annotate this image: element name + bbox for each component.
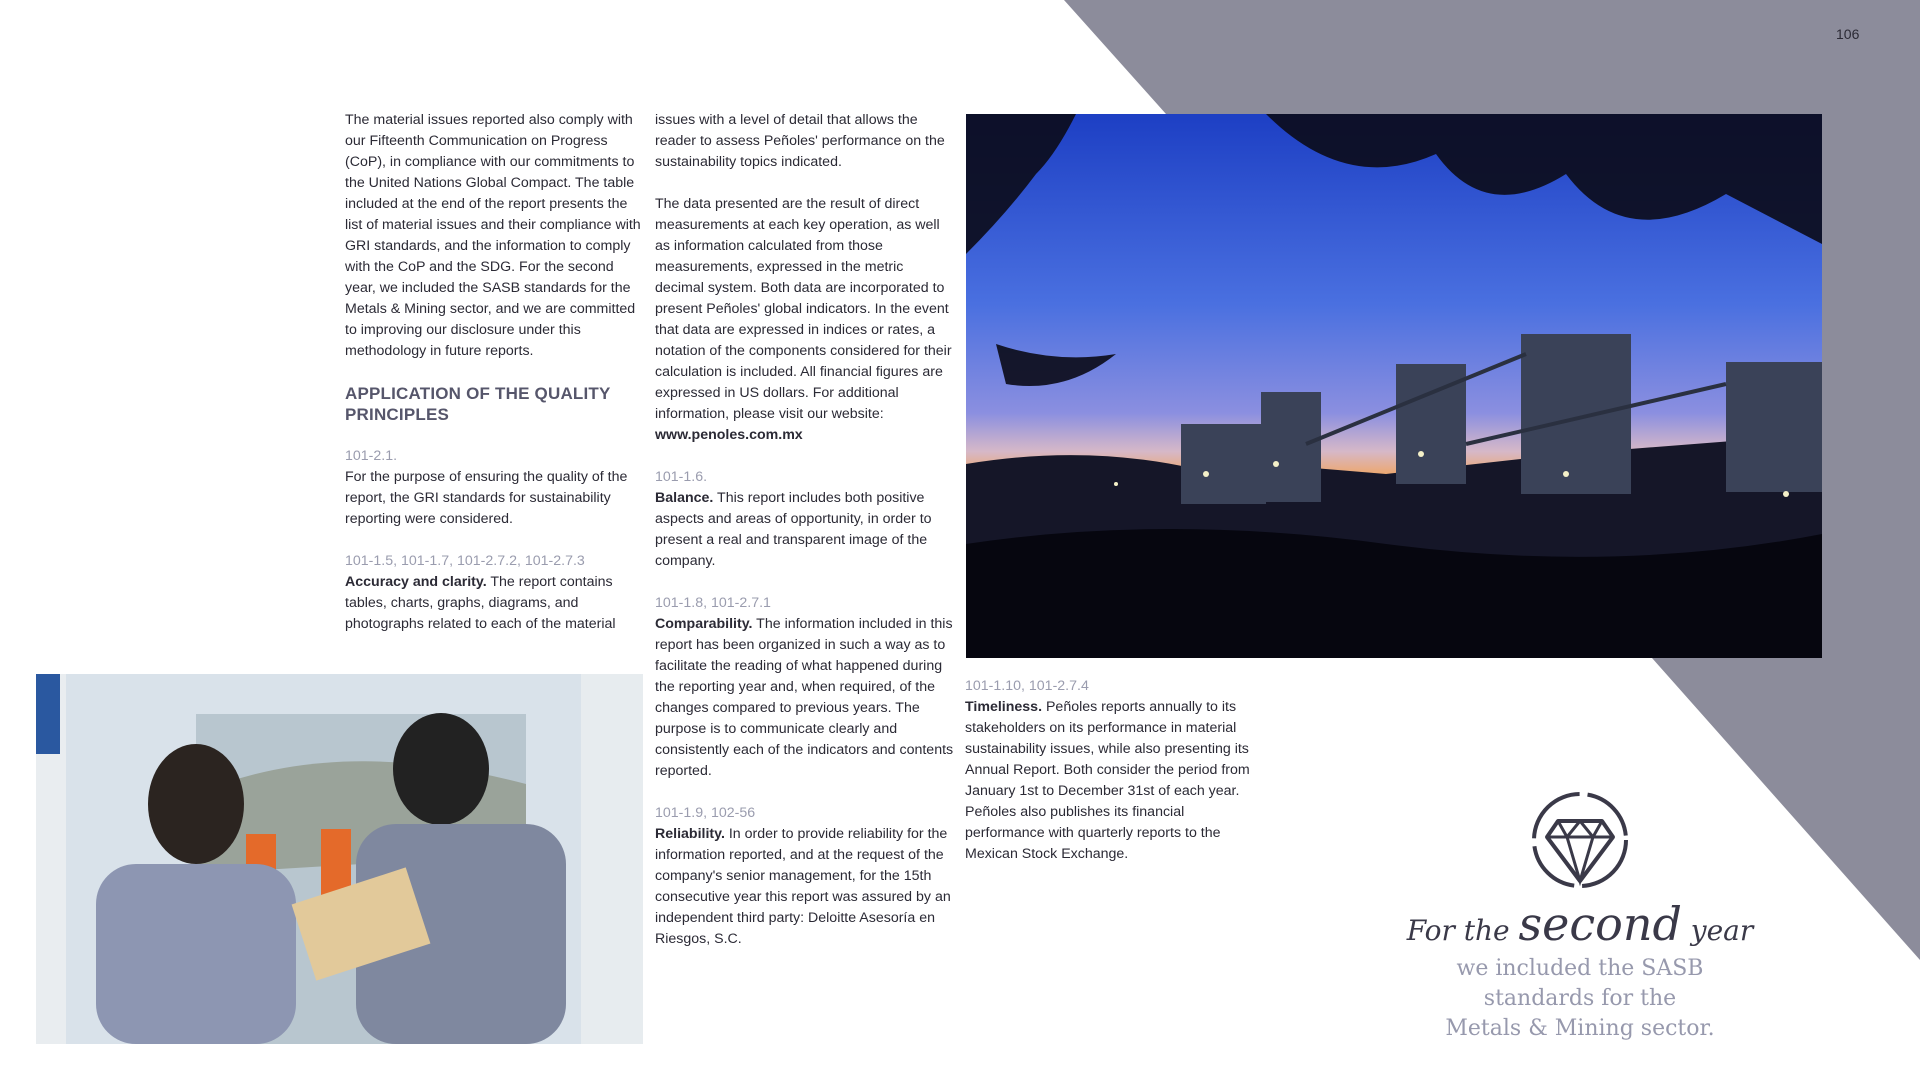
gri-reference: 101-1.6. [655,469,708,485]
diamond-icon [1525,785,1635,895]
reliability-text: In order to provide reliability for the information reported, and at the request of the company's senior management, for the 15th consecutive year this report was assured by an independent third party: Deloitte Asesoría en Riesgos, S.C. [655,826,951,947]
text-column-3 [965,676,1265,865]
gri-reference: 101-1.5, 101-1.7, 101-2.7.2, 101-2.7.3 [345,553,585,569]
callout-post: year [1681,914,1754,947]
callout-line: standards for the [1483,986,1677,1011]
callout-line: we included the SASB [1456,956,1704,981]
quality-intro-paragraph: For the purpose of ensuring the quality of the report, the GRI standards for sustainability reporting were considered. [345,469,628,527]
gri-reference: 101-1.8, 101-2.7.1 [655,595,771,611]
comparability-text: The information included in this report has been organized in such a way as to facilitate the reading of what happened during the reporting year and, when required, of the changes compared to previous years. The purpose is to communicate clearly and consistently each of the indicators and contents reported. [655,616,954,779]
accuracy-lead: Accuracy and clarity. [345,574,487,590]
timeliness-paragraph [965,697,1265,865]
reliability-paragraph [655,824,955,950]
reliability-lead: Reliability. [655,826,725,842]
accuracy-continuation: issues with a level of detail that allows the reader to assess Peñoles' performance on the sustainability topics indicated. [655,112,945,170]
balance-paragraph [655,488,955,572]
mine-plant-photo [966,114,1822,658]
text-column-1 [345,110,645,635]
callout-line: Metals & Mining sector. [1445,1016,1715,1041]
workers-photo [36,674,643,1044]
timeliness-text: Peñoles reports annually to its stakeholders on its performance in material sustainability issues, while also presenting its Annual Report. Both consider the period from January 1st to December 31st of each year. Peñoles also publishes its financial performance with quarterly reports to the Mexican Stock Exchange. [965,699,1250,862]
page-number: 106 [1836,26,1860,42]
data-paragraph [655,194,955,446]
comparability-paragraph [655,614,955,782]
section-heading: APPLICATION OF THE QUALITY PRINCIPLES [345,384,611,424]
gri-reference: 101-1.10, 101-2.7.4 [965,678,1089,694]
comparability-lead: Comparability. [655,616,753,632]
accuracy-paragraph [345,572,645,635]
accuracy-text: The report contains tables, charts, graphs, diagrams, and photographs related to each of the material [345,574,616,632]
callout-emphasis: second [1518,897,1682,951]
sasb-callout [1380,785,1780,1044]
website-link[interactable]: www.penoles.com.mx [655,427,803,443]
callout-pre: For the [1406,914,1519,947]
gri-reference: 101-1.9, 102-56 [655,805,756,821]
intro-paragraph: The material issues reported also comply with our Fifteenth Communication on Progress (CoP), in compliance with our commitments to the United Nations Global Compact. The table included at the end of the report presents the list of material issues and their compliance with GRI standards, and the information to comply with the CoP and the SDG. For the second year, we included the SASB standards for the Metals & Mining sector, and we are committed to improving our disclosure under this methodology in future reports. [345,112,641,359]
callout-headline [1380,897,1780,954]
balance-lead: Balance. [655,490,714,506]
timeliness-lead: Timeliness. [965,699,1043,715]
balance-text: This report includes both positive aspects and areas of opportunity, in order to present a real and transparent image of the company. [655,490,932,569]
text-column-2 [655,110,955,950]
gri-reference: 101-2.1. [345,448,398,464]
data-text: The data presented are the result of direct measurements at each key operation, as well as information calculated from those measurements, expressed in the metric decimal system. Both data are incorporated to present Peñoles' global indicators. In the event that data are expressed in indices or rates, a notation of the components considered for their calculation is included. All financial figures are expressed in US dollars. For additional information, please visit our website: [655,196,952,422]
